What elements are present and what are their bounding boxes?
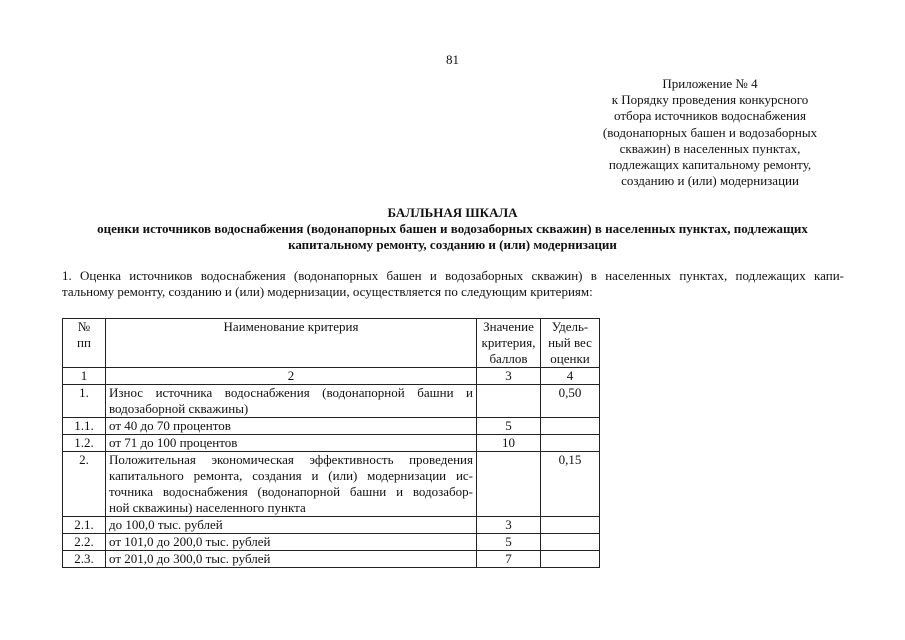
- row-num: 2.1.: [63, 517, 106, 534]
- table-header-row: [63, 319, 600, 368]
- col-number: 3: [477, 368, 541, 385]
- column-number-row: [63, 368, 600, 385]
- row-value: [477, 385, 541, 418]
- header-num: № пп: [63, 319, 106, 368]
- row-num: 2.3.: [63, 551, 106, 568]
- appendix-line: подлежащих капитальному ремонту,: [608, 157, 812, 173]
- title-subheading-cont: капитальному ремонту, созданию и (или) модернизации: [288, 237, 617, 252]
- row-value: 3: [477, 517, 541, 534]
- appendix-line: к Порядку проведения конкурсного: [611, 92, 809, 108]
- intro-line: тальному ремонту, созданию и (или) модернизации, осуществляется по следующим критериям:: [62, 284, 593, 299]
- row-name: от 71 до 100 процентов: [106, 435, 477, 452]
- appendix-line: Приложение № 4: [662, 76, 758, 91]
- appendix-line: отбора источников водоснабжения: [614, 108, 806, 124]
- row-value: 7: [477, 551, 541, 568]
- table-row: [63, 452, 600, 517]
- row-name: от 101,0 до 200,0 тыс. рублей: [106, 534, 477, 551]
- title-subheading: оценки источников водоснабжения (водонапорных башен и водозаборных скважин) в населенных пунктах, подлежащих: [97, 221, 808, 236]
- appendix-line: скважин) в населенных пунктах,: [619, 140, 801, 156]
- row-num: 1.1.: [63, 418, 106, 435]
- row-num: 1.: [63, 385, 106, 418]
- document-title: [60, 205, 845, 253]
- table-row: [63, 435, 600, 452]
- appendix-line: созданию и (или) модернизации: [621, 173, 799, 189]
- page-number: 81: [446, 52, 459, 67]
- appendix-line: (водонапорных башен и водозаборных: [602, 124, 818, 140]
- row-value: [477, 452, 541, 517]
- appendix-reference: [560, 76, 860, 189]
- col-number: 1: [63, 368, 106, 385]
- row-weight: [541, 435, 600, 452]
- intro-paragraph: [62, 268, 844, 300]
- row-name: до 100,0 тыс. рублей: [106, 517, 477, 534]
- table-row: [63, 517, 600, 534]
- table-row: [63, 551, 600, 568]
- header-name: Наименование критерия: [106, 319, 477, 368]
- row-weight: 0,50: [541, 385, 600, 418]
- row-value: 5: [477, 418, 541, 435]
- row-name: от 201,0 до 300,0 тыс. рублей: [106, 551, 477, 568]
- row-name: Износ источника водоснабжения (водонапорной башни и водозаборной скважины): [106, 385, 477, 418]
- title-heading: БАЛЛЬНАЯ ШКАЛА: [387, 205, 518, 220]
- header-value: Значение критерия, баллов: [477, 319, 541, 368]
- row-weight: [541, 551, 600, 568]
- row-weight: [541, 517, 600, 534]
- intro-line: 1. Оценка источников водоснабжения (водонапорных башен и водозаборных скважин) в населенных пунктах, подлежащих капи-: [62, 268, 844, 283]
- table-row: [63, 534, 600, 551]
- row-weight: [541, 418, 600, 435]
- col-number: 4: [541, 368, 600, 385]
- header-weight: Удель- ный вес оценки: [541, 319, 600, 368]
- table-row: [63, 418, 600, 435]
- table-row: [63, 385, 600, 418]
- row-num: 1.2.: [63, 435, 106, 452]
- row-value: 5: [477, 534, 541, 551]
- row-value: 10: [477, 435, 541, 452]
- row-name: Положительная экономическая эффективность проведения капитального ремонта, создания и (или) модернизации ис- точника водоснабжения (водонапорной башни и водозабор- ной скважины) населенного пункта: [106, 452, 477, 517]
- row-weight: [541, 534, 600, 551]
- row-num: 2.2.: [63, 534, 106, 551]
- row-num: 2.: [63, 452, 106, 517]
- row-weight: 0,15: [541, 452, 600, 517]
- criteria-table: [62, 318, 600, 568]
- col-number: 2: [106, 368, 477, 385]
- row-name: от 40 до 70 процентов: [106, 418, 477, 435]
